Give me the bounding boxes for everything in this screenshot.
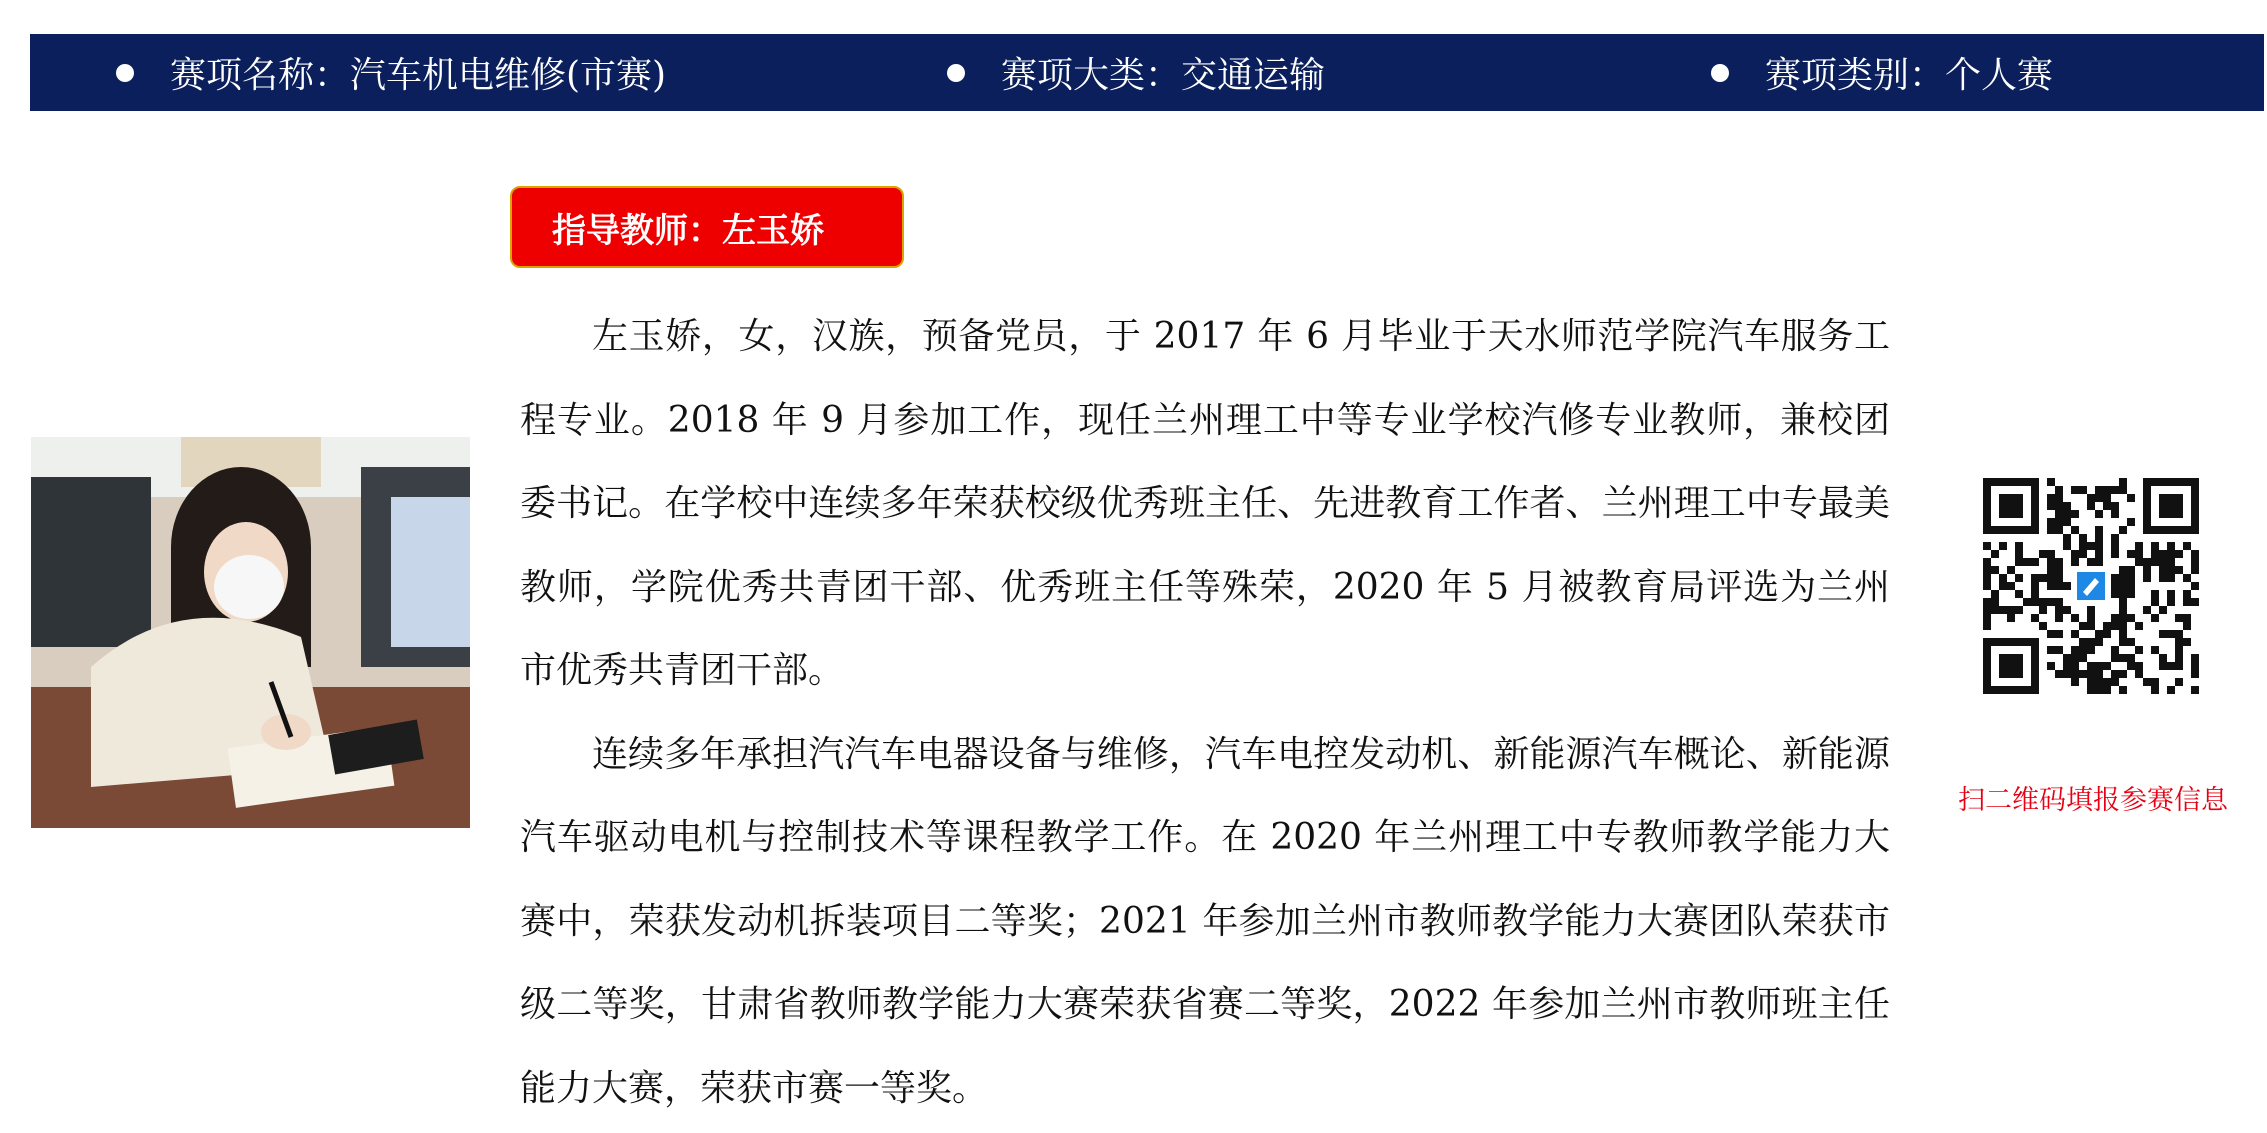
bullet-icon [1711,64,1729,82]
instructor-badge: 指导教师：左玉娇 [510,186,904,268]
event-info-bar [30,34,2264,111]
bullet-icon [116,64,134,82]
event-type-text: 赛项类别：个人赛 [1765,55,2054,96]
instructor-bio [520,295,1890,1130]
event-category-text: 赛项大类：交通运输 [1001,55,1326,96]
bullet-icon [947,64,965,82]
qr-caption: 扫二维码填报参赛信息 [1958,785,2228,816]
event-name-item [116,34,666,111]
qr-code-icon[interactable] [1983,478,2199,694]
event-type-item [1711,34,2053,111]
bio-paragraph: 左玉娇，女，汉族，预备党员，于 2017 年 6 月毕业于天水师范学院汽车服务工程专业。2018 年 9 月参加工作，现任兰州理工中等专业学校汽修专业教师，兼校团委书记。在学校中连续多年荣获校级优秀班主任、先进教育工作者、兰州理工中专最美教师，学院优秀共青团干部、优秀班主任等殊荣，2020 年 5 月被教育局评选为兰州市优秀共青团干部。 [520,316,1890,691]
event-name-text: 赛项名称：汽车机电维修(市赛) [170,55,667,96]
bio-paragraph: 连续多年承担汽汽车电器设备与维修，汽车电控发动机、新能源汽车概论、新能源汽车驱动电机与控制技术等课程教学工作。在 2020 年兰州理工中专教师教学能力大赛中，荣获发动机拆装项目二等奖；2021 年参加兰州市教师教学能力大赛团队荣获市级二等奖，甘肃省教师教学能力大赛荣获省赛二等奖，2022 年参加兰州市教师班主任能力大赛，荣获市赛一等奖。 [520,733,1890,1109]
instructor-photo [31,437,470,828]
event-category-item [947,34,1325,111]
